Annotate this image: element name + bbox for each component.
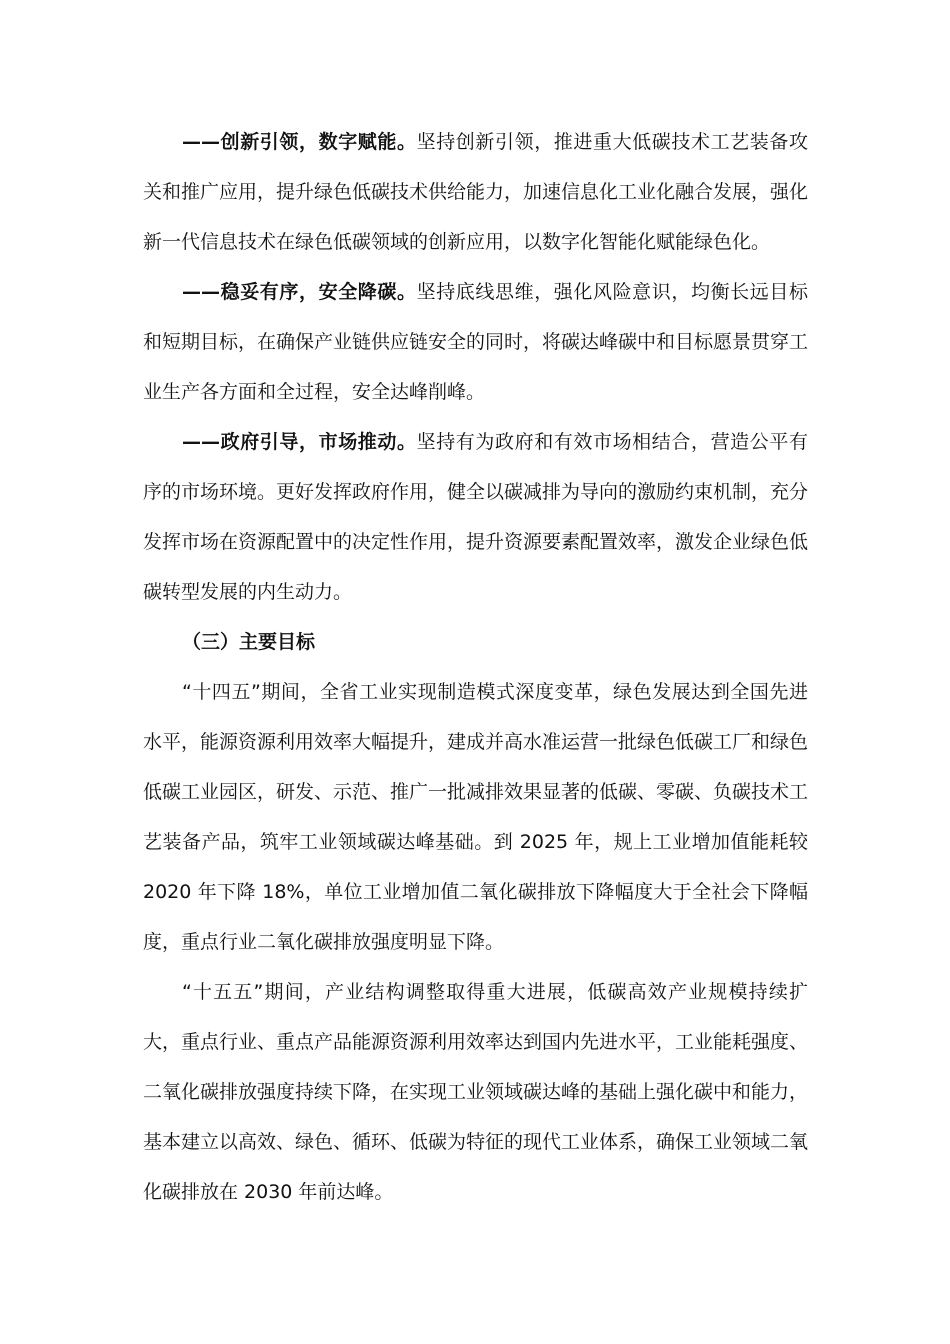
document-body <box>143 117 808 1217</box>
principle-safety-text: 坚持底线思维，强化风险意识，均衡长远目标和短期目标，在确保产业链供应链安全的同时，将碳达峰碳中和目标愿景贯穿工业生产各方面和全过程，安全达峰削峰。 <box>143 281 809 403</box>
principle-government-paragraph <box>143 417 808 617</box>
principle-innovation-paragraph <box>143 117 808 267</box>
goal-14th-five-year-paragraph: “十四五”期间，全省工业实现制造模式深度变革，绿色发展达到全国先进水平，能源资源利用效率大幅提升，建成并高水准运营一批绿色低碳工厂和绿色低碳工业园区，研发、示范、推广一批减排效果显著的低碳、零碳、负碳技术工艺装备产品，筑牢工业领域碳达峰基础。到 2025 年，规上工业增加值能耗较 2020 年下降 18%，单位工业增加值二氧化碳排放下降幅度大于全社会下降幅度，重点行业二氧化碳排放强度明显下降。 <box>143 681 809 953</box>
principle-government-text: 坚持有为政府和有效市场相结合，营造公平有序的市场环境。更好发挥政府作用，健全以碳减排为导向的激励约束机制，充分发挥市场在资源配置中的决定性作用，提升资源要素配置效率，激发企业绿色低碳转型发展的内生动力。 <box>143 431 809 603</box>
goal-15th-five-year-paragraph: “十五五”期间，产业结构调整取得重大进展，低碳高效产业规模持续扩大，重点行业、重点产品能源资源利用效率达到国内先进水平，工业能耗强度、二氧化碳排放强度持续下降，在实现工业领域碳达峰的基础上强化碳中和能力，基本建立以高效、绿色、循环、低碳为特征的现代工业体系，确保工业领域二氧化碳排放在 2030 年前达峰。 <box>143 981 809 1203</box>
principle-innovation-lead: ——创新引领，数字赋能。 <box>182 131 417 153</box>
section-heading: （三）主要目标 <box>182 631 316 653</box>
principle-innovation-text: 坚持创新引领，推进重大低碳技术工艺装备攻关和推广应用，提升绿色低碳技术供给能力，加速信息化工业化融合发展，强化新一代信息技术在绿色低碳领域的创新应用，以数字化智能化赋能绿色化。 <box>143 131 809 253</box>
principle-government-lead: ——政府引导，市场推动。 <box>182 431 417 453</box>
principle-safety-lead: ——稳妥有序，安全降碳。 <box>182 281 417 303</box>
principle-safety-paragraph <box>143 267 808 417</box>
